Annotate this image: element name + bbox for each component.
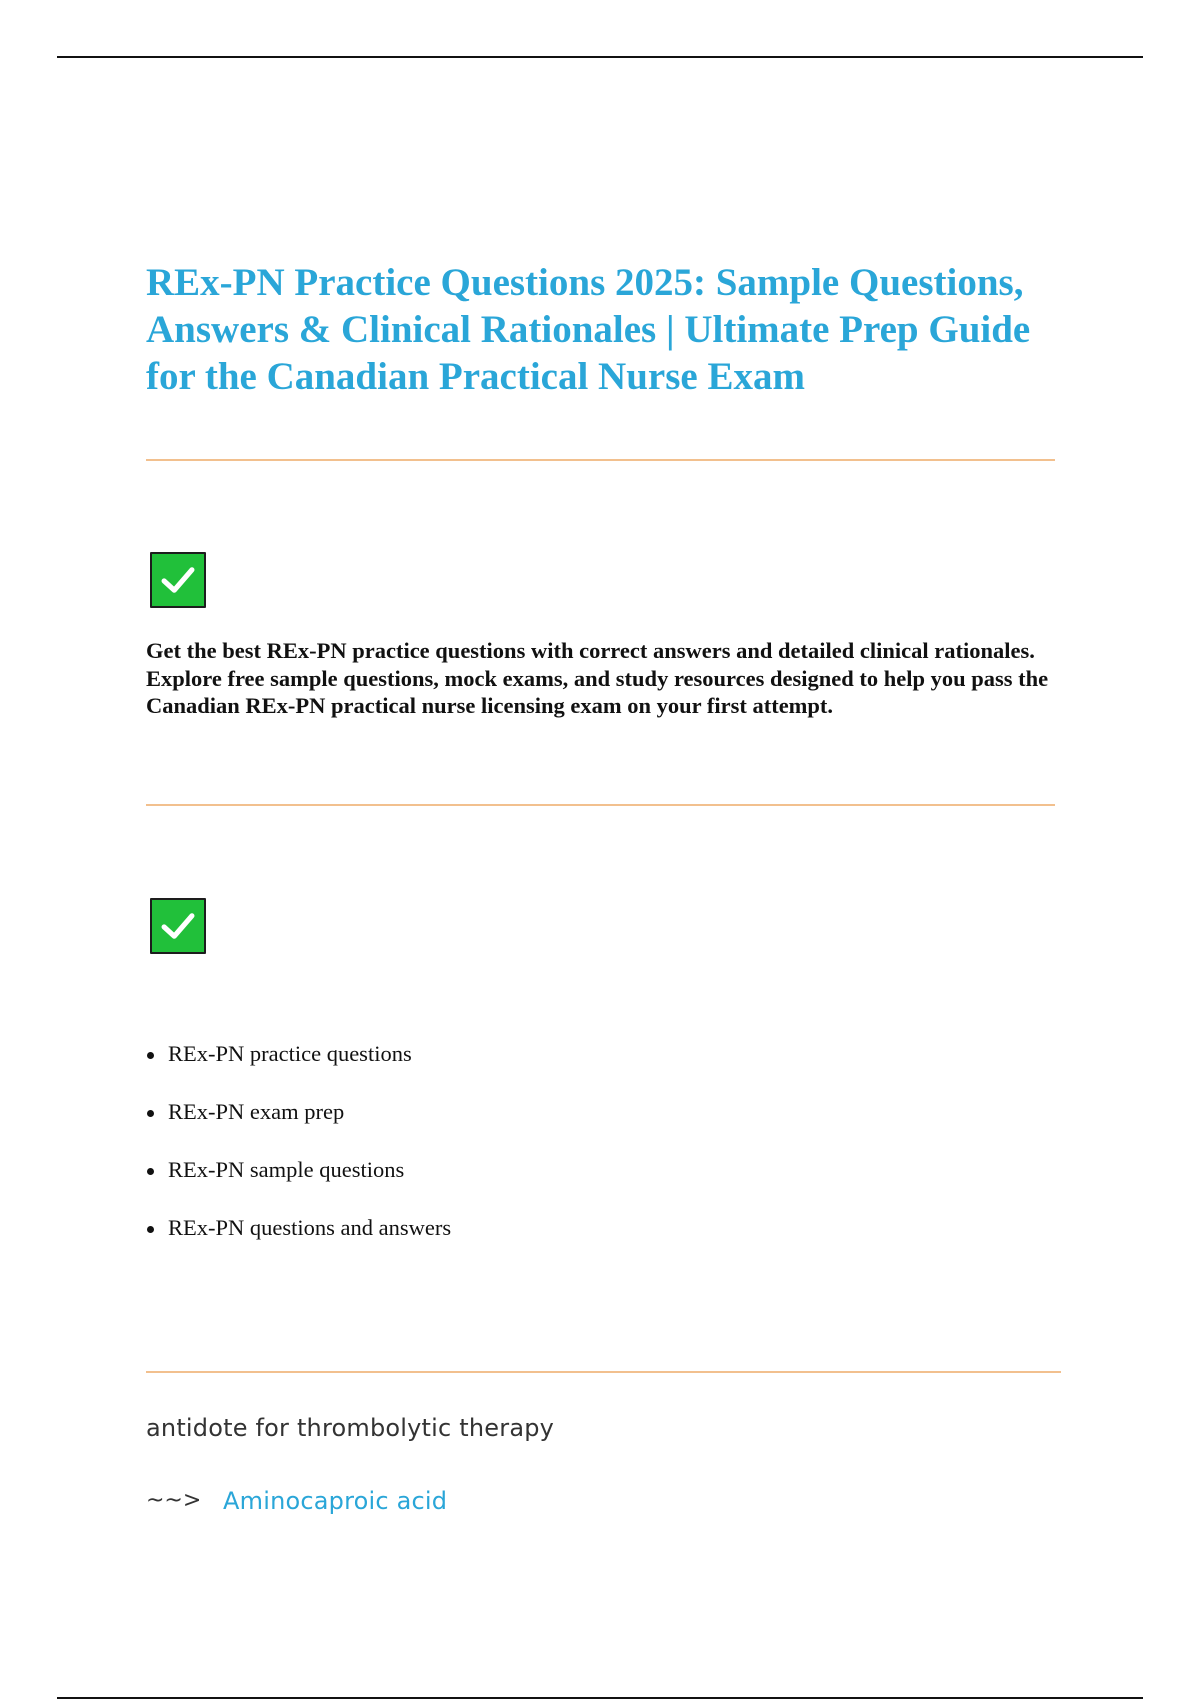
bullet-icon [147, 1110, 154, 1117]
page-top-rule [57, 56, 1143, 58]
section-divider [146, 1371, 1061, 1373]
keyword-list [146, 1040, 451, 1272]
bullet-icon [147, 1168, 154, 1175]
qa-arrow: ~~> [146, 1488, 202, 1513]
document-title: REx-PN Practice Questions 2025: Sample Questions, Answers & Clinical Rationales | Ultimate Prep Guide for the Canadian Practical Nurse Exam [146, 261, 1031, 398]
qa-answer: Aminocaproic acid [223, 1487, 448, 1515]
list-item [146, 1156, 451, 1214]
page-bottom-rule [57, 1697, 1143, 1699]
section-divider [146, 459, 1055, 461]
intro-paragraph: Get the best REx-PN practice questions with correct answers and detailed clinical rationales. Explore free sample questions, mock exams, and study resources designed to help you pass the Canadian REx-PN practical nurse licensing exam on your first attempt. [146, 638, 1049, 718]
list-item [146, 1098, 451, 1156]
keyword-text: REx-PN exam prep [168, 1099, 345, 1124]
bullet-icon [147, 1226, 154, 1233]
qa-question: antidote for thrombolytic therapy [146, 1414, 555, 1442]
section-divider [146, 804, 1055, 806]
check-square-icon [150, 898, 206, 954]
keyword-text: REx-PN practice questions [168, 1041, 412, 1066]
keyword-text: REx-PN sample questions [168, 1157, 405, 1182]
list-item [146, 1040, 451, 1098]
keyword-text: REx-PN questions and answers [168, 1215, 452, 1240]
check-square-icon [150, 552, 206, 608]
list-item [146, 1214, 451, 1272]
bullet-icon [147, 1052, 154, 1059]
